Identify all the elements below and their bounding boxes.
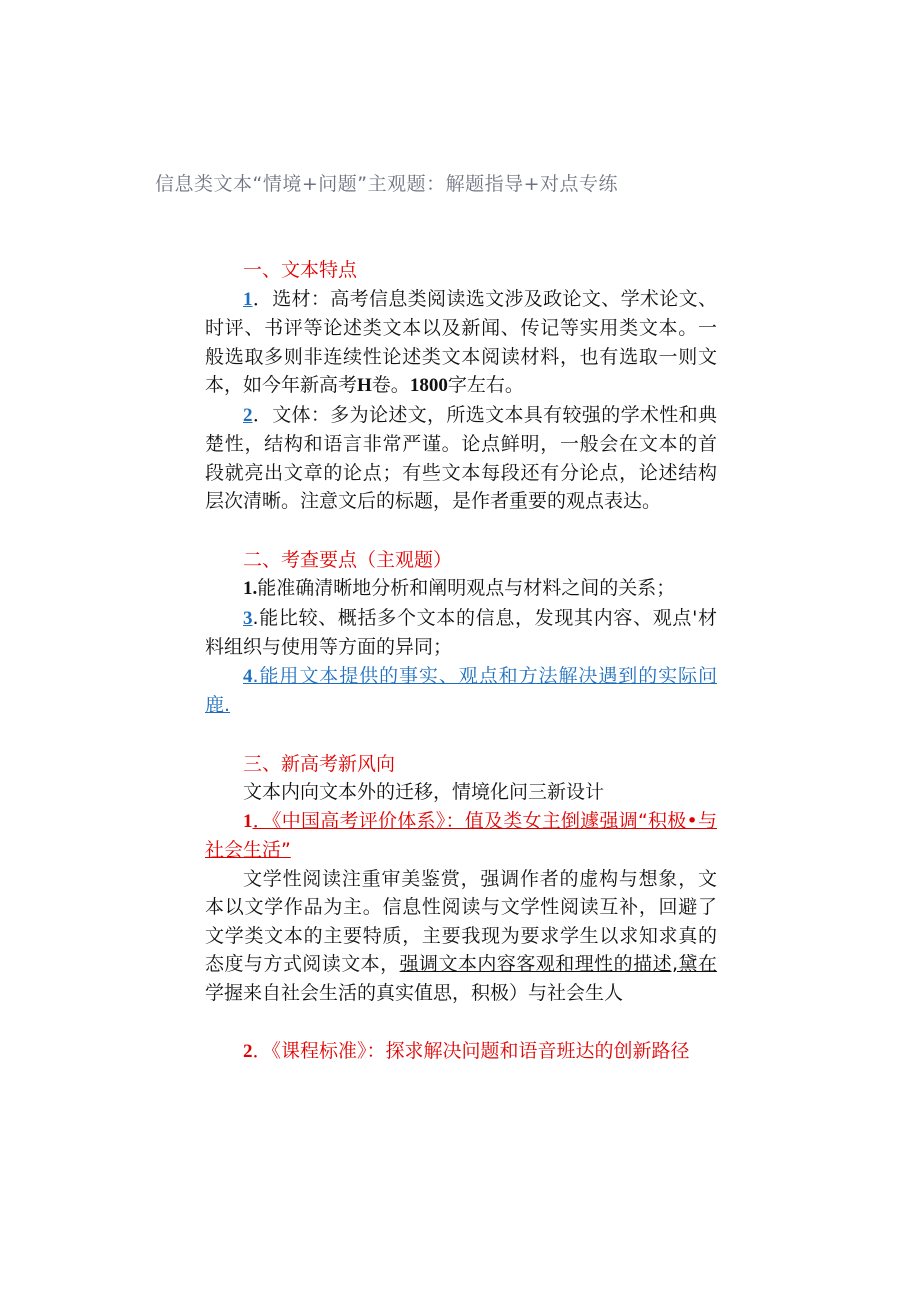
trend-item-1 bbox=[205, 807, 717, 865]
section-heading-exam-points: 二、考查要点（主观题） bbox=[243, 548, 453, 571]
paragraph-text: ．《中国高考评价体系》：值及类女主倒遽强调“积极•与社会生活” bbox=[205, 809, 717, 861]
paragraph-text: ．选材：高考信息类阅读选文涉及政论文、学术论文、时评、书评等论述类文本以及新闻、传记等实用类文本。一般选取多则非连续性论述类文本阅读材料，也有选取一则文本，如今年新高考 bbox=[205, 287, 717, 396]
section-subtitle: 文本内向文本外的迁移，情境化问三新设计 bbox=[243, 781, 605, 803]
paragraph-material-selection bbox=[205, 285, 717, 401]
paragraph-text: 卷。 bbox=[371, 374, 410, 396]
item-number: 2 bbox=[243, 404, 253, 426]
exam-point-1 bbox=[205, 574, 717, 604]
item-number: 2 bbox=[243, 1041, 253, 1062]
paragraph-text: ．《课程标准》：探求解决问题和语音班达的创新路径 bbox=[252, 1040, 690, 1062]
item-number: 3 bbox=[243, 607, 253, 629]
exam-point-4 bbox=[205, 662, 717, 720]
item-number: 1 bbox=[243, 288, 253, 310]
paragraph-text: 学握来自社会生活的真实值思，积极）与社会生人 bbox=[205, 981, 624, 1004]
paragraph-text: 能准确清晰地分析和阐明观点与材料之间的关系； bbox=[257, 577, 676, 599]
paragraph-style bbox=[205, 401, 717, 516]
item-number: 4 bbox=[243, 665, 253, 687]
section-heading-text-features: 一、文本特点 bbox=[243, 259, 358, 281]
item-number: 1. bbox=[243, 578, 258, 599]
paragraph-text: 字左右。 bbox=[447, 374, 524, 396]
paragraph-text: .能用文本提供的事实、观点和方法解决遇到的实际问鹿. bbox=[205, 664, 717, 716]
paragraph-text: ．文体：多为论述文，所选文本具有较强的学术性和典楚性，结构和语言非常严谨。论点鲜明，一般会在文本的首段就亮出文章的论点；有些文本每段还有分论点，论述结构层次清晰。注意文后的标题，是作者重要的观点表达。 bbox=[205, 403, 717, 512]
trend-item-2 bbox=[205, 1037, 717, 1067]
word-count: 1800 bbox=[409, 375, 448, 396]
document-body bbox=[205, 256, 717, 1067]
paper-letter: H bbox=[357, 375, 372, 396]
page-title: 信息类文本“情境+问题”主观题：解题指导+对点专练 bbox=[155, 173, 619, 195]
underlined-text: 强调文本内容客观和理性的描述,黛在 bbox=[399, 953, 717, 975]
section-heading-new-trends: 三、新高考新风向 bbox=[243, 752, 396, 775]
paragraph-reading-comparison bbox=[205, 865, 717, 1008]
paragraph-text: 文学性阅读注重审美鉴赏，强调作者的虚构与想象，文本以文学作品为主。信息性阅读与文学性阅读互补，回避了文学类文本的主要特质，主要我现为要求学生以求知求真的态度与方式阅读文本， bbox=[205, 867, 717, 975]
exam-point-3 bbox=[205, 604, 717, 662]
paragraph-text: .能比较、概括多个文本的信息，发现其内容、观点'材料组织与使用等方面的异同； bbox=[205, 606, 717, 658]
item-number: 1 bbox=[243, 810, 253, 832]
